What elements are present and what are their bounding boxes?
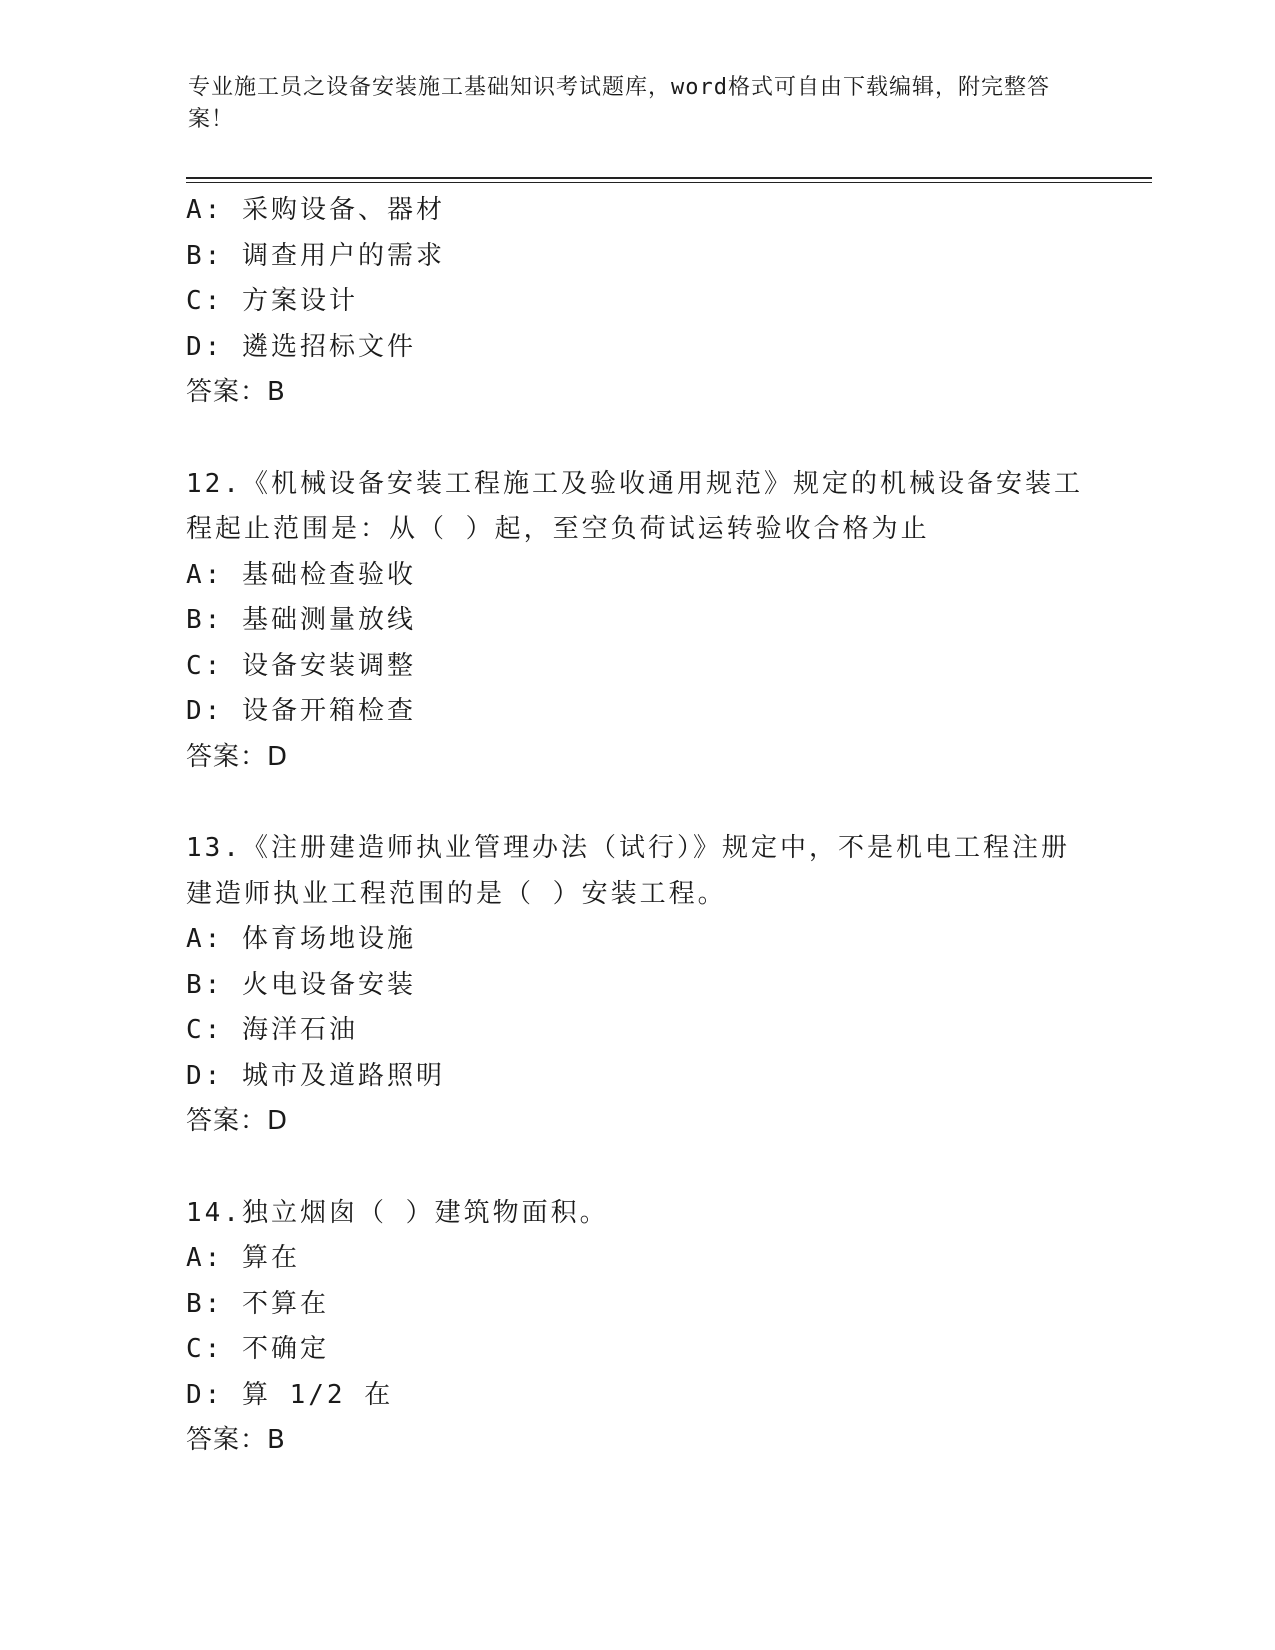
option-d: D: 设备开箱检查 (186, 696, 416, 726)
option-b: B: 不算在 (186, 1288, 329, 1319)
option-d: D: 遴选招标文件 (186, 331, 416, 362)
answer: 答案：B (186, 1425, 286, 1455)
option-d: D: 算 1/2 在 (186, 1379, 394, 1410)
answer: 答案：D (186, 1106, 289, 1136)
question-14 (186, 1191, 1106, 1464)
option-c: C: 不确定 (186, 1334, 329, 1364)
question-text: 12.《机械设备安装工程施工及验收通用规范》规定的机械设备安装工程起止范围是：从（ ）起，至空负荷试运转验收合格为止 (186, 468, 1083, 544)
question-text: 13.《注册建造师执业管理办法（试行）》规定中，不是机电工程注册建造师执业工程范围的是（ ）安装工程。 (186, 833, 1070, 909)
option-b: B: 火电设备安装 (186, 969, 416, 1000)
question-13 (186, 826, 1106, 1145)
option-a: A: 基础检查验收 (186, 559, 416, 590)
option-a: A: 算在 (186, 1243, 300, 1273)
option-c: C: 方案设计 (186, 286, 358, 316)
option-a: A: 体育场地设施 (186, 924, 416, 954)
question-text: 14.独立烟囱（ ）建筑物面积。 (186, 1197, 609, 1228)
header-divider (186, 177, 1152, 183)
question-11-continued (186, 188, 1106, 416)
answer: 答案：D (186, 741, 289, 772)
question-list (186, 188, 1106, 1464)
option-a: A: 采购设备、器材 (186, 195, 445, 225)
answer: 答案：B (186, 377, 286, 407)
option-d: D: 城市及道路照明 (186, 1060, 445, 1091)
option-c: C: 设备安装调整 (186, 650, 416, 681)
document-header: 专业施工员之设备安装施工基础知识考试题库，word格式可自由下载编辑，附完整答案！ (188, 75, 1050, 132)
option-b: B: 基础测量放线 (186, 605, 416, 635)
option-b: B: 调查用户的需求 (186, 240, 445, 271)
question-12 (186, 462, 1106, 781)
option-c: C: 海洋石油 (186, 1015, 358, 1045)
